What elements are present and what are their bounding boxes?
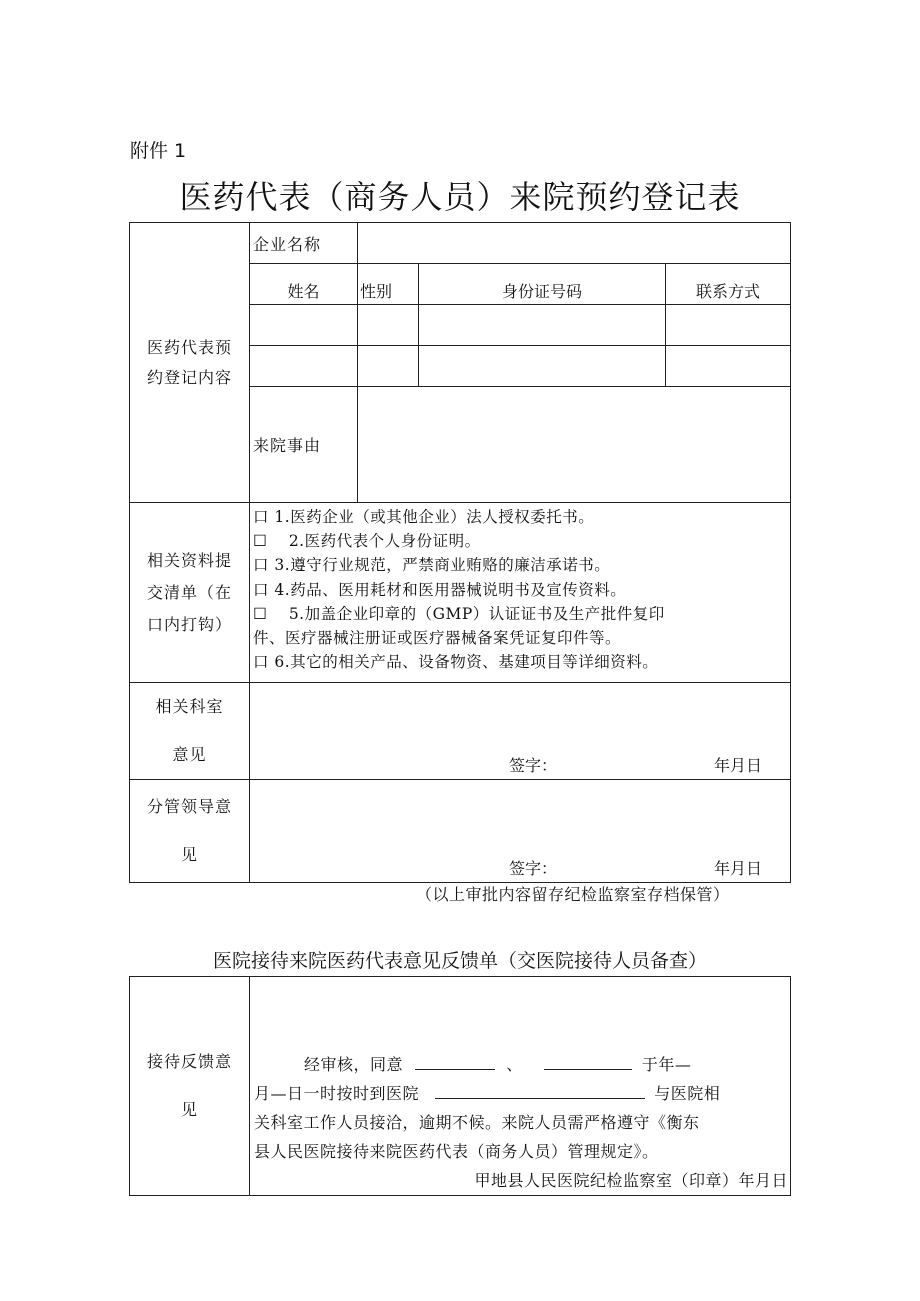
blank-field[interactable]	[544, 1055, 632, 1070]
id-number-field[interactable]	[419, 346, 666, 387]
gender-field[interactable]	[358, 305, 419, 346]
materials-checklist	[250, 503, 791, 683]
feedback-text: 关科室工作人员接洽，逾期不候。来院人员需严格遵守《衡东	[254, 1113, 700, 1132]
dept-opinion-field[interactable]	[250, 683, 791, 780]
column-header-contact: 联系方式	[666, 264, 791, 305]
feedback-title: 医院接待来院医药代表意见反馈单（交医院接待人员备查）	[212, 950, 707, 972]
company-name-label: 企业名称	[250, 223, 358, 264]
checklist-item[interactable]: 口 6.其它的相关产品、设备物资、基建项目等详细资料。	[253, 653, 659, 672]
archive-note: （以上审批内容留存纪检监察室存档保管）	[416, 885, 730, 904]
feedback-text: 于年—	[641, 1055, 692, 1074]
visit-reason-field[interactable]	[358, 387, 791, 503]
column-header-id-number: 身份证号码	[419, 264, 666, 305]
checklist-item[interactable]: 口 3.遵守行业规范，严禁商业贿赂的廉洁承诺书。	[253, 556, 611, 575]
section-label-feedback: 接待反馈意 见	[130, 977, 250, 1196]
name-field[interactable]	[250, 346, 358, 387]
gender-field[interactable]	[358, 346, 419, 387]
feedback-text: 经审核，同意	[304, 1055, 404, 1074]
contact-field[interactable]	[666, 305, 791, 346]
feedback-signature: 甲地县人民医院纪检监察室（印章）年月日	[474, 1171, 788, 1190]
id-number-field[interactable]	[419, 305, 666, 346]
visit-reason-label: 来院事由	[250, 387, 358, 503]
feedback-text: 县人民医院接待来院医药代表（商务人员）管理规定》。	[254, 1142, 659, 1161]
feedback-text: 月—日一时按时到医院	[254, 1084, 420, 1103]
checklist-item[interactable]: 口 4.药品、医用耗材和医用器械说明书及宣传资料。	[253, 580, 627, 599]
checklist-item-continued: 件、医疗器械注册证或医疗器械备案凭证复印件等。	[253, 629, 622, 648]
feedback-text: 与医院相	[654, 1084, 721, 1103]
date-label: 年月日	[714, 859, 763, 878]
signature-label: 签字：	[509, 859, 558, 878]
checklist-item[interactable]: 口 1.医药企业（或其他企业）法人授权委托书。	[253, 508, 595, 526]
attachment-label: 附件 1	[130, 140, 187, 162]
feedback-text: 、	[506, 1055, 523, 1074]
company-name-field[interactable]	[358, 223, 791, 264]
contact-field[interactable]	[666, 346, 791, 387]
feedback-content	[250, 977, 791, 1196]
registration-form	[129, 222, 791, 883]
name-field[interactable]	[250, 305, 358, 346]
section-label-materials: 相关资料提交清单（在口内打钩）	[130, 503, 250, 683]
signature-label: 签字：	[509, 756, 558, 775]
section-label-registration: 医药代表预约登记内容	[130, 223, 250, 503]
leader-opinion-field[interactable]	[250, 780, 791, 883]
checklist-item[interactable]: ☐ 2.医药代表个人身份证明。	[253, 532, 481, 551]
feedback-form	[129, 976, 791, 1196]
checklist-item[interactable]: ☐ 5.加盖企业印章的（GMP）认证证书及生产批件复印	[253, 604, 665, 623]
section-label-dept-opinion: 相关科室 意见	[130, 683, 250, 780]
page-title: 医药代表（商务人员）来院预约登记表	[179, 178, 741, 216]
blank-field[interactable]	[435, 1084, 645, 1099]
date-label: 年月日	[714, 756, 763, 775]
blank-field[interactable]	[415, 1055, 495, 1070]
section-label-leader-opinion: 分管领导意 见	[130, 780, 250, 883]
column-header-name: 姓名	[250, 264, 358, 305]
column-header-gender: 性别	[358, 264, 419, 305]
